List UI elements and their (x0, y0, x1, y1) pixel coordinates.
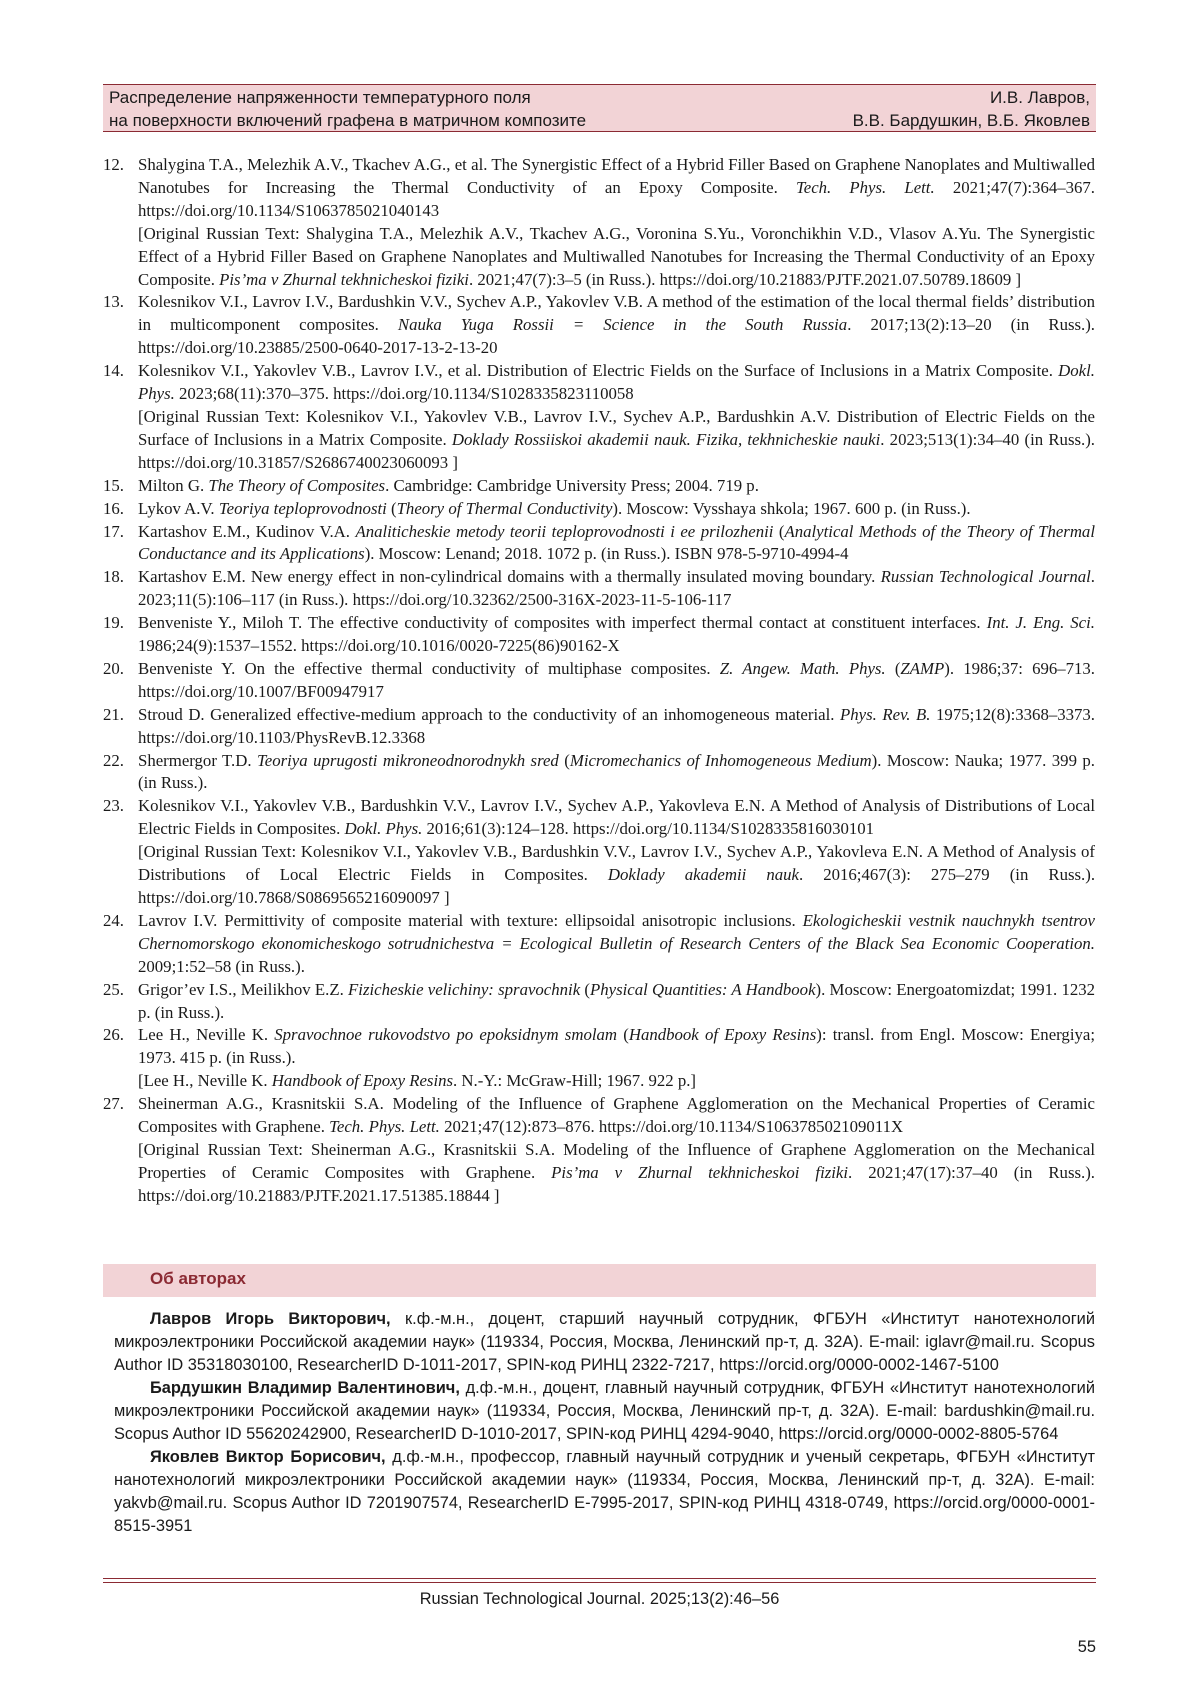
running-head (103, 84, 1096, 132)
running-head-title (109, 86, 749, 132)
reference-text: ( (617, 1025, 629, 1045)
reference-text: Milton G. (138, 475, 209, 495)
reference-text: 2021;47(7):364–367. https://doi.org/10.1134/S1063785021040143 (138, 177, 1095, 220)
reference-number: 26. (103, 1025, 124, 1045)
reference-text: ): transl. from Engl. Moscow: Energiya; 1973. 415 p. (in Russ.). (138, 1025, 1095, 1068)
reference-number: 20. (103, 658, 124, 678)
reference-italic-title: Pis’ma v Zhurnal tekhnicheskoi fiziki (551, 1162, 849, 1182)
reference-text: Shalygina T.A., Melezhik A.V., Tkachev A.G., et al. The Synergistic Effect of a Hybrid Filler Based on Graphene Nanoplates and Multiwalled Nanotubes for Increasing the Thermal Conductivity of an Epoxy Composite. (138, 155, 1095, 197)
reference-italic-title: Handbook of Epoxy Resins (271, 1071, 454, 1091)
reference-text: . N.-Y.: McGraw-Hill; 1967. 922 p.] (453, 1071, 697, 1091)
reference-italic-title: Doklady akademii nauk (607, 865, 799, 885)
reference-text: Kartashov E.M., Kudinov V.A. (138, 521, 356, 541)
reference-item (103, 475, 1095, 498)
author-details: к.ф.-м.н., доцент, старший научный сотрудник, ФГБУН «Институт нанотехнологий микроэлектроники Российской академии наук» (119334, Россия, Москва, Ленинский пр-т, д. 32А). E-mail: iglavr@mail.ru. Scopus Author ID 35318030100, ResearcherID D-1011-2017, SPIN-код РИНЦ 2322-7217, https://orcid.org/0000-0002-1467-5100 (114, 1310, 1095, 1374)
running-head-title-line1: Распределение напряженности температурного поля (109, 88, 531, 107)
reference-number: 16. (103, 498, 124, 518)
reference-text: Shermergor T.D. (138, 750, 257, 770)
reference-text: [Original Russian Text: Shalygina T.A., Melezhik A.V., Tkachev A.G., Voronina S.Yu., Voronchikhin V.D., Vlasov A.Yu. The Synergistic Effect of a Hybrid Filler Based on Graphene Nanoplates and Multiwalled Nanotubes for Increasing the Thermal Conductivity of an Epoxy Composite. (138, 223, 1095, 289)
reference-text: Kolesnikov V.I., Yakovlev V.B., Lavrov I.V., et al. Distribution of Electric Fields on the Surface of Inclusions in a Matrix Composite. (138, 361, 1059, 381)
author-name: Лавров Игорь Викторович, (150, 1310, 391, 1328)
reference-item (103, 910, 1095, 979)
running-head-authors-line1: И.В. Лавров, (989, 88, 1090, 107)
reference-item (103, 658, 1095, 704)
reference-number: 23. (103, 796, 124, 816)
reference-text: [Original Russian Text: Kolesnikov V.I., Yakovlev V.B., Lavrov I.V., Sychev A.P., Bardushkin A.V. Distribution of Electric Fields on the Surface of Inclusions in a Matrix Composite. (138, 406, 1095, 449)
reference-item (103, 521, 1095, 567)
reference-text: 1986;24(9):1537–1552. https://doi.org/10.1016/0020-7225(86)90162-X (138, 636, 620, 656)
reference-text: Benveniste Y. On the effective thermal conductivity of multiphase composites. (138, 658, 720, 678)
footer-journal-citation: Russian Technological Journal. 2025;13(2):46–56 (419, 1590, 780, 1608)
reference-italic-title: Tech. Phys. Lett. (795, 177, 935, 197)
reference-italic-title: Doklady Rossiiskoi akademii nauk. Fizika, tekhnicheskie nauki (451, 429, 881, 449)
running-head-authors (730, 86, 1090, 132)
reference-item (103, 566, 1095, 612)
reference-number: 22. (103, 750, 124, 770)
reference-text: . 2023;513(1):34–40 (in Russ.). https://doi.org/10.31857/S2686740023060093 ] (138, 429, 1095, 472)
reference-text: . Cambridge: Cambridge University Press; 2004. 719 p. (385, 475, 759, 495)
reference-text: ). 1986;37: 696–713. https://doi.org/10.1007/BF00947917 (138, 658, 1095, 701)
reference-italic-title: Int. J. Eng. Sci. (986, 613, 1095, 633)
reference-item (103, 979, 1095, 1025)
reference-italic-title: Teoriya uprugosti mikroneodnorodnykh sred (256, 750, 559, 770)
reference-italic-title: Physical Quantities: A Handbook (589, 979, 816, 999)
author-bio (114, 1446, 1095, 1538)
reference-italic-title: Z. Angew. Math. Phys. (719, 658, 886, 678)
reference-item (103, 1024, 1095, 1093)
author-bios (114, 1308, 1095, 1538)
reference-italic-title: Russian Technological Journal (880, 567, 1091, 587)
reference-text: [Original Russian Text: Kolesnikov V.I., Yakovlev V.B., Bardushkin V.V., Lavrov I.V., Sychev A.P., Yakovleva E.N. A Method of Analysis of Distributions of Local Electric Fields in Composites. (138, 842, 1095, 885)
reference-number: 18. (103, 567, 124, 587)
reference-text: ). Moscow: Vysshaya shkola; 1967. 600 p. (in Russ.). (612, 498, 971, 518)
reference-number: 24. (103, 910, 124, 930)
page-number: 55 (1077, 1638, 1096, 1656)
reference-number: 25. (103, 979, 124, 999)
reference-list (103, 154, 1095, 1208)
reference-text: Sheinerman A.G., Krasnitskii S.A. Modeling of the Influence of Graphene Agglomeration on the Mechanical Properties of Ceramic Composites with Graphene. (138, 1094, 1095, 1137)
reference-text: Kolesnikov V.I., Lavrov I.V., Bardushkin V.V., Sychev A.P., Yakovlev V.B. A method of the estimation of the local thermal fields’ distribution in multicomponent composites. (138, 292, 1095, 335)
author-name: Яковлев Виктор Борисович, (150, 1448, 386, 1466)
reference-text: Lykov A.V. (138, 498, 219, 518)
reference-item (103, 291, 1095, 360)
reference-number: 14. (103, 361, 124, 381)
reference-text: ( (580, 979, 590, 999)
reference-italic-title: Pis’ma v Zhurnal tekhnicheskoi fiziki (219, 269, 469, 289)
reference-number: 12. (103, 155, 124, 174)
reference-number: 27. (103, 1094, 124, 1114)
reference-number: 21. (103, 704, 124, 724)
reference-italic-title: Nauka Yuga Rossii = Science in the South Russia (397, 315, 848, 335)
reference-number: 17. (103, 521, 124, 541)
reference-text: 2023;68(11):370–375. https://doi.org/10.1134/S1028335823110058 (174, 384, 634, 404)
reference-text: Lee H., Neville K. (138, 1025, 275, 1045)
reference-text: . 2017;13(2):13–20 (in Russ.). https://doi.org/10.23885/2500-0640-2017-13-2-13-20 (138, 315, 1095, 358)
reference-text: 1975;12(8):3368–3373. https://doi.org/10.1103/PhysRevB.12.3368 (138, 704, 1095, 747)
reference-text: ( (773, 521, 785, 541)
running-head-title-line2: на поверхности включений графена в матричном композите (109, 111, 587, 130)
footer-rule (103, 1582, 1096, 1583)
author-name: Бардушкин Владимир Валентинович, (150, 1379, 460, 1397)
reference-number: 13. (103, 292, 124, 312)
reference-text: 2021;47(12):873–876. https://doi.org/10.1134/S106378502109011X (439, 1117, 904, 1137)
author-bio (114, 1308, 1095, 1377)
reference-text: . 2016;467(3): 275–279 (in Russ.). https://doi.org/10.7868/S0869565216090097 ] (138, 865, 1096, 907)
reference-text: Grigor’ev I.S., Meilikhov E.Z. (138, 979, 349, 999)
reference-text: ). Moscow: Nauka; 1977. 399 p. (in Russ.). (138, 750, 1095, 793)
footer-rule (103, 1578, 1096, 1579)
reference-text: Benveniste Y., Miloh T. The effective conductivity of composites with imperfect thermal contact at constituent interfaces. (138, 613, 987, 633)
reference-italic-title: Analytical Methods of the Theory of Thermal Conductance and its Applications (138, 521, 1095, 564)
reference-item (103, 750, 1095, 796)
running-head-authors-line2: В.В. Бардушкин, В.Б. Яковлев (852, 111, 1090, 130)
reference-text: ( (558, 750, 570, 770)
reference-italic-title: Theory of Thermal Conductivity (396, 498, 613, 518)
reference-text: Kartashov E.M. New energy effect in non-cylindrical domains with a thermally insulated moving boundary. (138, 567, 881, 587)
reference-item (103, 795, 1095, 910)
reference-number: 15. (103, 475, 124, 495)
reference-italic-title: ZAMP (900, 658, 945, 678)
reference-number: 19. (103, 613, 124, 633)
reference-text: ). Moscow: Lenand; 2018. 1072 p. (in Russ.). ISBN 978-5-9710-4994-4 (364, 544, 849, 564)
reference-item (103, 498, 1095, 521)
reference-text: 2009;1:52–58 (in Russ.). (138, 956, 305, 976)
reference-item (103, 704, 1095, 750)
reference-text: Stroud D. Generalized effective-medium approach to the conductivity of an inhomogeneous material. (138, 704, 840, 724)
reference-text: ( (386, 498, 397, 518)
reference-italic-title: Dokl. Phys. (344, 819, 423, 839)
reference-italic-title: Tech. Phys. Lett. (329, 1117, 440, 1137)
author-details: д.ф.-м.н., профессор, главный научный сотрудник и ученый секретарь, ФГБУН «Институт нанотехнологий микроэлектроники Российской академии наук» (119334, Россия, Москва, Ленинский пр-т, д. 32А). E-mail: yakvb@mail.ru. Scopus Author ID 7201907574, ResearcherID E-7995-2017, SPIN-код РИНЦ 4318-0749, https://orcid.org/0000-0001-8515-3951 (114, 1448, 1095, 1535)
author-bio (114, 1377, 1095, 1446)
reference-italic-title: Spravochnoe rukovodstvo po epoksidnym smolam (274, 1025, 618, 1045)
reference-item (103, 154, 1095, 291)
reference-text: [Original Russian Text: Sheinerman A.G., Krasnitskii S.A. Modeling of the Influence of Graphene Agglomeration on the Mechanical Properties of Ceramic Composites with Graphene. (138, 1139, 1095, 1182)
reference-text: ( (885, 658, 901, 678)
reference-italic-title: Analiticheskie metody teorii teploprovodnosti i ee prilozhenii (355, 521, 774, 541)
reference-italic-title: Dokl. Phys. (138, 361, 1095, 404)
reference-text: . 2023;11(5):106–117 (in Russ.). https://doi.org/10.32362/2500-316X-2023-11-5-106-117 (138, 567, 1095, 610)
reference-italic-title: Handbook of Epoxy Resins (628, 1025, 817, 1045)
reference-text: ). Moscow: Energoatomizdat; 1991. 1232 p. (in Russ.). (138, 979, 1096, 1022)
reference-text: 2016;61(3):124–128. https://doi.org/10.1134/S1028335816030101 (422, 819, 875, 839)
reference-italic-title: Phys. Rev. B. (840, 704, 931, 724)
reference-italic-title: Fizicheskie velichiny: spravochnik (348, 979, 581, 999)
reference-item (103, 360, 1095, 475)
reference-text: Kolesnikov V.I., Yakovlev V.B., Bardushkin V.V., Lavrov I.V., Sychev A.P., Yakovleva E.N. A Method of Analysis of Distributions of Local Electric Fields in Composites. (138, 796, 1095, 839)
author-details: д.ф.-м.н., доцент, главный научный сотрудник, ФГБУН «Институт нанотехнологий микроэлектроники Российской академии наук» (119334, Россия, Москва, Ленинский пр-т, д. 32А). E-mail: bardushkin@mail.ru. Scopus Author ID 55620242900, ResearcherID D-1010-2017, SPIN-код РИНЦ 4294-9040, https://orcid.org/0000-0002-8805-5764 (114, 1379, 1095, 1443)
reference-italic-title: Micromechanics of Inhomogeneous Medium (569, 750, 872, 770)
about-authors-heading: Об авторах (103, 1264, 1096, 1297)
reference-italic-title: The Theory of Composites (208, 475, 386, 495)
reference-italic-title: Ekologicheskii vestnik nauchnykh tsentrov Chernomorskogo ekonomicheskogo sotrudnichestva = Ecological Bulletin of Research Centers of the Black Sea Economic Cooperation. (138, 910, 1096, 953)
reference-text: . 2021;47(7):3–5 (in Russ.). https://doi.org/10.21883/PJTF.2021.07.50789.18609 ] (468, 269, 1022, 289)
reference-text: . 2021;47(17):37–40 (in Russ.). https://doi.org/10.21883/PJTF.2021.17.51385.18844 ] (138, 1162, 1095, 1205)
reference-italic-title: Teoriya teploprovodnosti (218, 498, 387, 518)
reference-text: Lavrov I.V. Permittivity of composite material with texture: ellipsoidal anisotropic inclusions. (138, 910, 803, 930)
reference-text: [Lee H., Neville K. (138, 1071, 272, 1091)
reference-item (103, 1093, 1095, 1208)
reference-item (103, 612, 1095, 658)
